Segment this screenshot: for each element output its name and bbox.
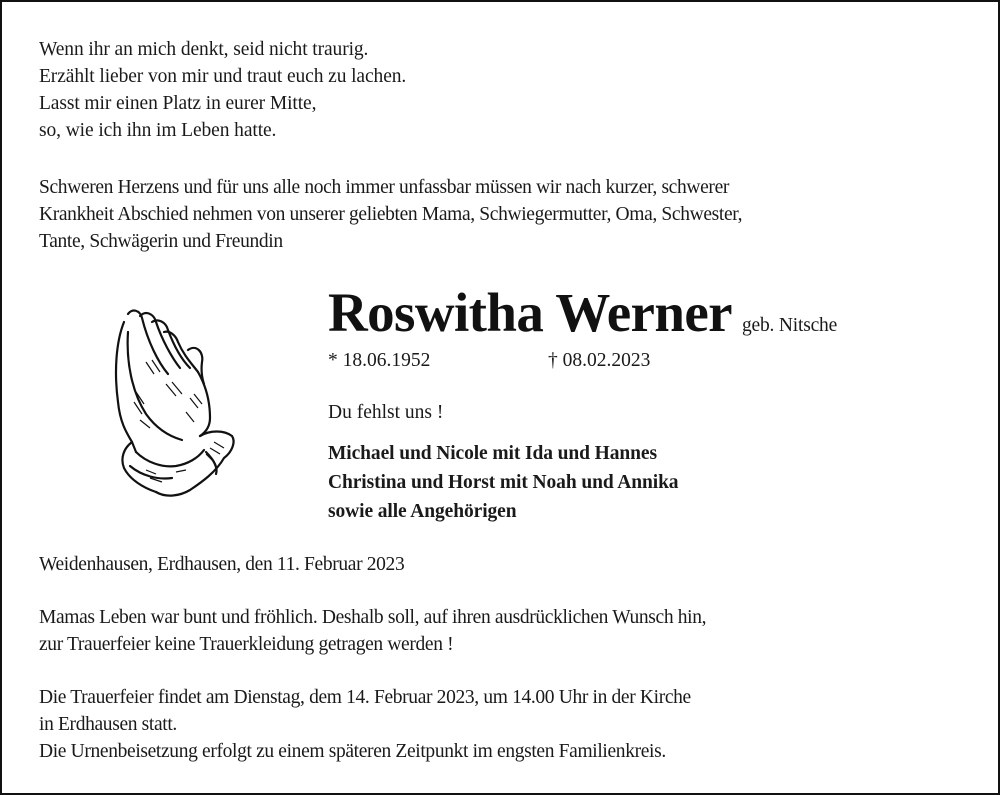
wish-line: zur Trauerfeier keine Trauerkleidung getragen werden ! — [39, 634, 454, 655]
deceased-name: Roswitha Werner — [328, 282, 732, 343]
farewell-message: Du fehlst uns ! — [328, 402, 444, 423]
praying-hands-icon — [106, 302, 241, 502]
intro-line: Krankheit Abschied nehmen von unserer geliebten Mama, Schwiegermutter, Oma, Schwester, — [39, 204, 743, 225]
mourner-line: sowie alle Angehörigen — [328, 501, 517, 522]
ceremony-line: Die Trauerfeier findet am Dienstag, dem 14. Februar 2023, um 14.00 Uhr in der Kirche — [39, 687, 691, 708]
deceased-heading — [328, 278, 837, 348]
poem-line: Erzählt lieber von mir und traut euch zu lachen. — [39, 66, 407, 87]
intro-paragraph — [39, 174, 742, 255]
intro-line: Tante, Schwägerin und Freundin — [39, 231, 283, 252]
death-date: † 08.02.2023 — [548, 350, 651, 371]
mourner-line: Michael und Nicole mit Ida und Hannes — [328, 443, 657, 464]
birth-date: * 18.06.1952 — [328, 350, 431, 371]
ceremony-paragraph — [39, 684, 691, 765]
poem-line: Lasst mir einen Platz in eurer Mitte, — [39, 93, 317, 114]
place-and-date: Weidenhausen, Erdhausen, den 11. Februar 2023 — [39, 554, 405, 575]
mourner-line: Christina und Horst mit Noah und Annika — [328, 472, 679, 493]
mourners-list — [328, 439, 678, 526]
poem-line: so, wie ich ihn im Leben hatte. — [39, 120, 277, 141]
wish-line: Mamas Leben war bunt und fröhlich. Deshalb soll, auf ihren ausdrücklichen Wunsch hin, — [39, 607, 707, 628]
poem-line: Wenn ihr an mich denkt, seid nicht traurig. — [39, 39, 369, 60]
ceremony-line: in Erdhausen statt. — [39, 714, 177, 735]
dress-wish-paragraph — [39, 604, 706, 658]
maiden-name: geb. Nitsche — [741, 315, 838, 336]
poem — [39, 36, 406, 144]
intro-line: Schweren Herzens und für uns alle noch immer unfassbar müssen wir nach kurzer, schwerer — [39, 177, 730, 198]
ceremony-line: Die Urnenbeisetzung erfolgt zu einem späteren Zeitpunkt im engsten Familienkreis. — [39, 741, 666, 762]
